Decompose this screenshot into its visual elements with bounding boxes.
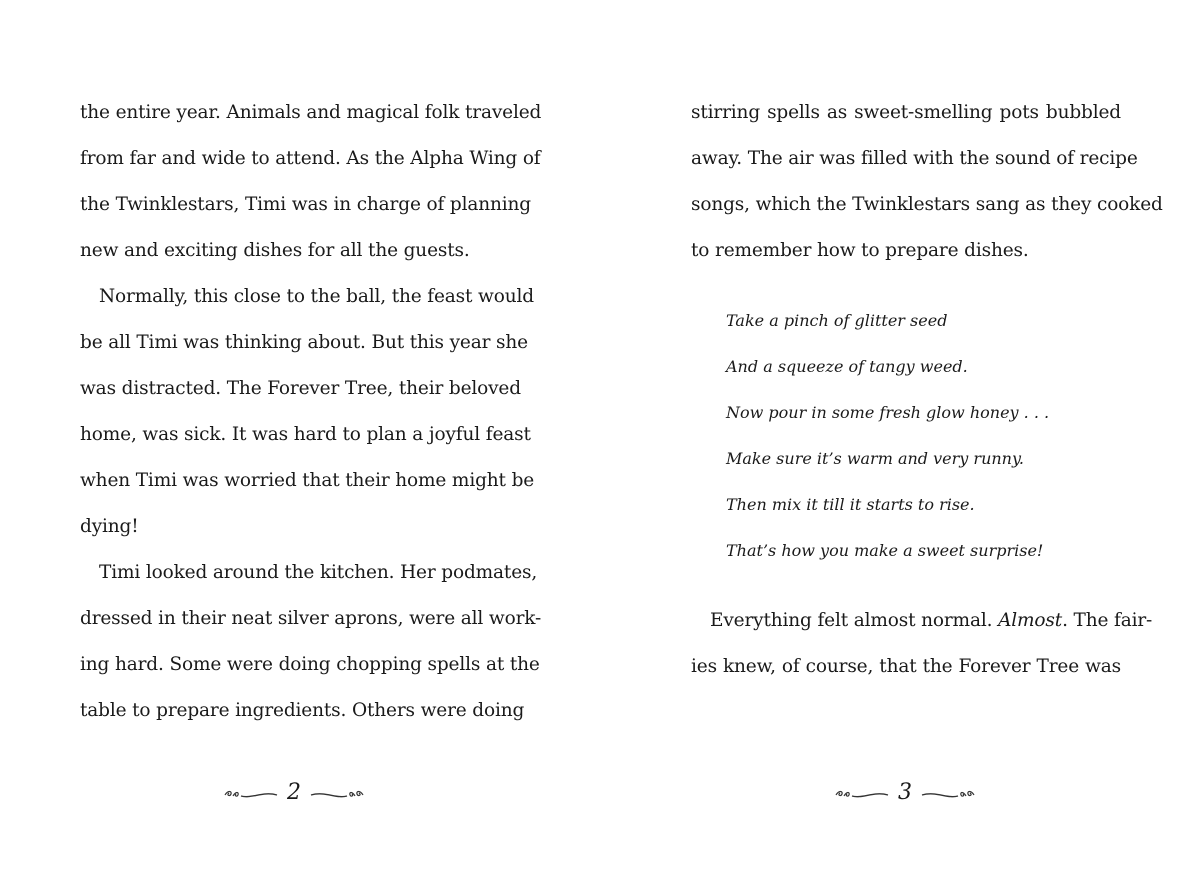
text-line: when Timi was worried that their home might be bbox=[80, 470, 535, 491]
text-line: the entire year. Animals and magical folk traveled bbox=[80, 102, 542, 123]
text-line: ies knew, of course, that the Forever Tree was bbox=[691, 656, 1121, 677]
verse-line: Now pour in some fresh glow honey . . . bbox=[726, 403, 1050, 422]
text-line: table to prepare ingredients. Others were doing bbox=[80, 700, 525, 721]
emphasis-text: Almost bbox=[998, 610, 1063, 631]
text-run: Everything felt almost normal. bbox=[710, 610, 999, 631]
right-flourish-icon bbox=[920, 785, 976, 801]
verse-line: Make sure it’s warm and very runny. bbox=[726, 449, 1024, 468]
page-number: 3 bbox=[898, 780, 912, 805]
text-line: stirring spells as sweet-smelling pots bubbled bbox=[691, 102, 1121, 123]
text-line: Timi looked around the kitchen. Her podmates, bbox=[99, 562, 538, 583]
verse-line: That’s how you make a sweet surprise! bbox=[726, 541, 1044, 560]
text-line: the Twinklestars, Timi was in charge of planning bbox=[80, 194, 531, 215]
text-line: was distracted. The Forever Tree, their beloved bbox=[80, 378, 521, 399]
spacer bbox=[691, 574, 1121, 598]
text-line: songs, which the Twinklestars sang as they cooked bbox=[691, 194, 1163, 215]
text-line: dying! bbox=[80, 516, 139, 537]
text-line: Normally, this close to the ball, the feast would bbox=[99, 286, 534, 307]
text-run: . The fair- bbox=[1062, 610, 1153, 631]
left-page bbox=[80, 90, 542, 734]
text-line: to remember how to prepare dishes. bbox=[691, 240, 1029, 261]
text-line: ing hard. Some were doing chopping spells at the bbox=[80, 654, 540, 675]
recipe-song bbox=[691, 298, 1121, 574]
verse-line: Then mix it till it starts to rise. bbox=[726, 495, 975, 514]
text-line bbox=[691, 598, 1153, 644]
verse-line: Take a pinch of glitter seed bbox=[726, 311, 948, 330]
text-line: new and exciting dishes for all the guests. bbox=[80, 240, 470, 261]
text-line: be all Timi was thinking about. But this year she bbox=[80, 332, 528, 353]
left-flourish-icon bbox=[834, 785, 890, 801]
text-line: dressed in their neat silver aprons, were all work- bbox=[80, 608, 542, 629]
spacer bbox=[691, 274, 1121, 298]
right-page bbox=[691, 90, 1163, 690]
right-flourish-icon bbox=[309, 785, 365, 801]
text-line: from far and wide to attend. As the Alpha Wing of bbox=[80, 148, 541, 169]
left-flourish-icon bbox=[223, 785, 279, 801]
verse-line: And a squeeze of tangy weed. bbox=[726, 357, 968, 376]
text-line: away. The air was filled with the sound of recipe bbox=[691, 148, 1138, 169]
page-number: 2 bbox=[287, 780, 301, 805]
text-line: home, was sick. It was hard to plan a joyful feast bbox=[80, 424, 531, 445]
page-number-ornament bbox=[214, 778, 374, 808]
page-number-ornament bbox=[825, 778, 985, 808]
